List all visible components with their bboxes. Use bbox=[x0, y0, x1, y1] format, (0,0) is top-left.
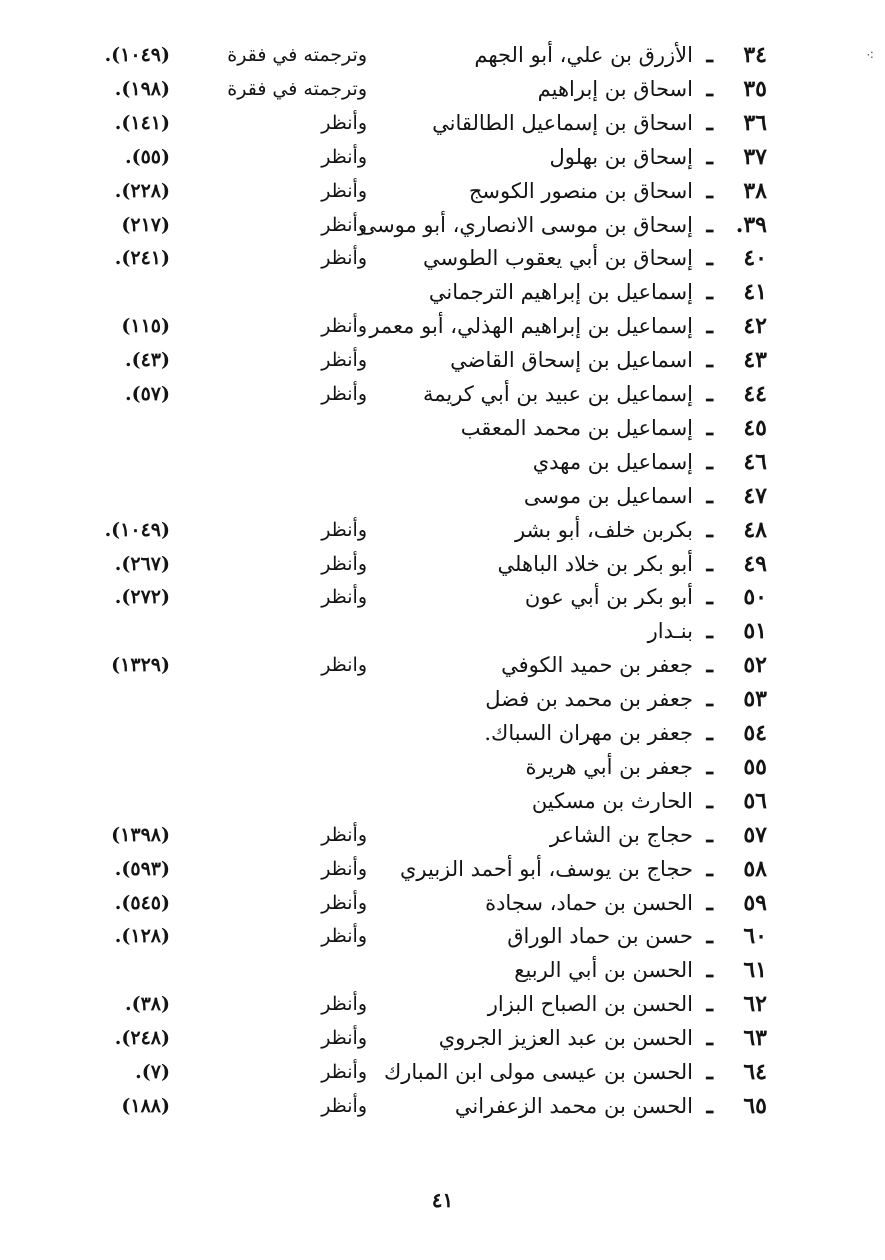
entry-number: ٣٥ bbox=[743, 75, 767, 102]
entry-name: بنـدار bbox=[647, 619, 693, 644]
entry-number: ٤٥ bbox=[743, 414, 767, 441]
list-item bbox=[0, 377, 885, 411]
entry-note: وأنظر bbox=[321, 349, 367, 372]
entry-name: جعفر بن أبي هريرة bbox=[525, 754, 693, 779]
entry-name: أبو بكر بن خلاد الباهلي bbox=[497, 551, 693, 576]
entry-dash: ـ bbox=[706, 652, 713, 679]
entry-dash: ـ bbox=[706, 347, 713, 374]
entry-name: الحسن بن محمد الزعفراني bbox=[454, 1093, 693, 1118]
entry-dash: ـ bbox=[706, 1092, 713, 1119]
entry-note: وأنظر bbox=[321, 315, 367, 338]
entry-note: وأنظر bbox=[321, 552, 367, 575]
list-item bbox=[0, 411, 885, 445]
entry-number: ٣٤ bbox=[743, 42, 767, 68]
list-item bbox=[0, 919, 885, 953]
list-item bbox=[0, 343, 885, 377]
entry-reference: (٥٤٥). bbox=[114, 891, 170, 914]
entry-dash: ـ bbox=[706, 957, 713, 984]
entry-number: ٤٧ bbox=[743, 482, 767, 509]
entry-dash: ـ bbox=[706, 991, 713, 1018]
list-item bbox=[0, 886, 885, 920]
entry-dash: ـ bbox=[706, 75, 713, 102]
entry-number: ٤٠ bbox=[743, 245, 767, 272]
entry-note: وانظر bbox=[321, 654, 367, 677]
entry-number: ٥٣ bbox=[743, 686, 767, 713]
list-item bbox=[0, 1055, 885, 1089]
list-item bbox=[0, 716, 885, 750]
list-item bbox=[0, 784, 885, 818]
entry-number: ٤٢ bbox=[743, 313, 767, 340]
entry-reference: (٥٩٣). bbox=[114, 857, 170, 880]
entry-number: ٦٥ bbox=[743, 1092, 767, 1119]
entry-note: وأنظر bbox=[321, 891, 367, 914]
entry-name: حجاج بن الشاعر bbox=[549, 822, 693, 847]
entry-dash: ـ bbox=[706, 889, 713, 916]
entry-dash: ـ bbox=[706, 42, 713, 68]
entry-name: إسحاق بن أبي يعقوب الطوسي bbox=[422, 246, 693, 271]
list-item bbox=[0, 818, 885, 852]
page-number: ٤١ bbox=[431, 1188, 454, 1212]
entry-name: جعفر بن مهران السباك. bbox=[484, 721, 693, 745]
entry-dash: ـ bbox=[706, 245, 713, 272]
entry-reference: (١٢٨). bbox=[114, 925, 170, 948]
entry-number: ٥٦ bbox=[743, 787, 767, 814]
list-item bbox=[0, 106, 885, 140]
entry-note: وأنظر bbox=[321, 925, 367, 948]
list-item bbox=[0, 1021, 885, 1055]
entry-note: وأنظر bbox=[321, 111, 367, 134]
entry-dash: ـ bbox=[706, 279, 713, 306]
entry-number: ٣٨ bbox=[743, 177, 767, 204]
entry-reference: (١٣٩٨) bbox=[111, 823, 170, 846]
list-item bbox=[0, 547, 885, 581]
entry-name: الحسن بن عيسى مولى ابن المبارك bbox=[383, 1060, 693, 1084]
entry-reference: (١٩٨). bbox=[114, 77, 170, 100]
entry-dash: ـ bbox=[706, 482, 713, 509]
list-item bbox=[0, 614, 885, 648]
entry-note: وأنظر bbox=[321, 179, 367, 202]
entry-note: وأنظر bbox=[321, 857, 367, 880]
entry-dash: ـ bbox=[706, 923, 713, 950]
entry-dash: ـ bbox=[706, 550, 713, 577]
entry-number: ٥٤ bbox=[743, 720, 767, 746]
entry-number: ٦٢ bbox=[743, 991, 767, 1018]
entry-reference: (٧). bbox=[135, 1061, 170, 1083]
entry-note: وترجمته في فقرة bbox=[227, 44, 367, 66]
entry-dash: ـ bbox=[706, 313, 713, 340]
list-item bbox=[0, 38, 885, 72]
entry-dash: ـ bbox=[706, 584, 713, 611]
entry-name: الحسن بن أبي الربيع bbox=[514, 958, 693, 983]
list-item bbox=[0, 852, 885, 886]
entry-note: وأنظر bbox=[321, 586, 367, 609]
list-item bbox=[0, 309, 885, 343]
entry-reference: (٢٢٨). bbox=[114, 179, 170, 202]
entry-dash: ـ bbox=[706, 821, 713, 848]
list-item bbox=[0, 275, 885, 309]
entry-dash: ـ bbox=[706, 516, 713, 543]
entry-number: ٥١ bbox=[743, 618, 767, 645]
entry-dash: ـ bbox=[706, 211, 713, 238]
entry-name: اسحاق بن إبراهيم bbox=[537, 76, 693, 101]
entry-reference: (٢٧٢). bbox=[114, 586, 170, 609]
list-item bbox=[0, 987, 885, 1021]
entry-name: جعفر بن محمد بن فضل bbox=[485, 687, 693, 712]
list-item bbox=[0, 513, 885, 547]
entry-reference: (١٣٢٩) bbox=[111, 654, 170, 677]
entry-number: ٤٣ bbox=[743, 347, 767, 374]
entry-number: ٤٨ bbox=[743, 516, 767, 543]
entry-reference: (٥٧). bbox=[124, 383, 170, 405]
entry-note: وأنظر bbox=[321, 1094, 367, 1117]
entry-number: ٣٧ bbox=[743, 143, 767, 170]
entry-number: ٣٦ bbox=[743, 109, 767, 136]
entry-name: بكربن خلف، أبو بشر bbox=[514, 517, 693, 542]
entry-name: اسحاق بن إسماعيل الطالقاني bbox=[432, 110, 693, 135]
entry-dash: ـ bbox=[706, 1059, 713, 1085]
entry-dash: ـ bbox=[706, 686, 713, 713]
corner-mark: ⁖ bbox=[866, 48, 875, 64]
entry-name: إسماعيل بن إبراهيم الترجماني bbox=[428, 280, 693, 305]
entry-note: وأنظر bbox=[321, 1061, 367, 1083]
entry-number: ٥٨ bbox=[743, 855, 767, 882]
entry-dash: ـ bbox=[706, 720, 713, 746]
entry-name: حجاج بن يوسف، أبو أحمد الزبيري bbox=[399, 856, 693, 881]
entry-note: وأنظر bbox=[321, 1027, 367, 1050]
entry-name: إسماعيل بن محمد المعقب bbox=[460, 415, 693, 440]
entry-number: ٤٦ bbox=[743, 448, 767, 475]
entry-name: إسماعيل بن إبراهيم الهذلي، أبو معمر bbox=[369, 314, 693, 339]
entry-reference: (٢٤٨). bbox=[114, 1027, 170, 1050]
entry-dash: ـ bbox=[706, 855, 713, 882]
entry-note: وأنظر bbox=[321, 993, 367, 1016]
list-item bbox=[0, 72, 885, 106]
list-item bbox=[0, 140, 885, 174]
entry-dash: ـ bbox=[706, 753, 713, 780]
entry-number: ٥٠ bbox=[743, 584, 767, 611]
list-item bbox=[0, 682, 885, 716]
entry-name: إسحاق بن بهلول bbox=[549, 144, 693, 169]
entry-note: وأنظر bbox=[321, 518, 367, 541]
entry-reference: (١٠٤٩). bbox=[104, 44, 170, 66]
entry-name: اسحاق بن منصور الكوسج bbox=[468, 178, 693, 203]
entry-note: وأنظر bbox=[321, 823, 367, 846]
entry-dash: ـ bbox=[706, 1025, 713, 1052]
entry-name: الحارث بن مسكين bbox=[531, 788, 693, 813]
entry-name: الحسن بن عبد العزيز الجروي bbox=[438, 1026, 693, 1051]
entry-dash: ـ bbox=[706, 381, 713, 407]
entry-reference: (١٨٨) bbox=[121, 1094, 170, 1117]
list-item bbox=[0, 241, 885, 275]
entry-number: ٣٩. bbox=[735, 211, 767, 238]
entry-note: وأنظر bbox=[321, 383, 367, 405]
entry-dash: ـ bbox=[706, 109, 713, 136]
entry-number: ٦٤ bbox=[743, 1059, 767, 1085]
list-item bbox=[0, 445, 885, 479]
list-item bbox=[0, 174, 885, 208]
entry-number: ٥٥ bbox=[743, 753, 767, 780]
entry-number: ٤٤ bbox=[743, 381, 767, 407]
list-item bbox=[0, 1089, 885, 1123]
entry-number: ٦١ bbox=[743, 957, 767, 984]
entry-number: ٤٩ bbox=[743, 550, 767, 577]
entry-note: وأنظر bbox=[321, 247, 367, 270]
entry-dash: ـ bbox=[706, 177, 713, 204]
entry-reference: (٥٥). bbox=[124, 145, 170, 168]
entry-name: إسحاق بن موسى الانصاري، أبو موسى bbox=[359, 212, 693, 237]
list-item bbox=[0, 580, 885, 614]
entry-name: اسماعيل بن موسى bbox=[523, 483, 693, 508]
entry-name: إسماعيل بن مهدي bbox=[532, 449, 693, 474]
list-item bbox=[0, 953, 885, 987]
entry-name: أبو بكر بن أبي عون bbox=[524, 585, 693, 610]
entry-dash: ـ bbox=[706, 143, 713, 170]
entry-reference: (١٤١). bbox=[114, 111, 170, 134]
entry-number: ٦٣ bbox=[743, 1025, 767, 1052]
entry-name: إسماعيل بن عبيد بن أبي كريمة bbox=[422, 382, 693, 406]
entry-note: وأنظر bbox=[321, 213, 367, 236]
list-item bbox=[0, 750, 885, 784]
entry-reference: (٢٦٧). bbox=[114, 552, 170, 575]
entry-name: الحسن بن حماد، سجادة bbox=[485, 890, 693, 915]
list-item bbox=[0, 479, 885, 513]
entry-number: ٥٧ bbox=[743, 821, 767, 848]
entry-number: ٥٢ bbox=[743, 652, 767, 679]
entry-name: اسماعيل بن إسحاق القاضي bbox=[450, 348, 693, 373]
entry-reference: (٢١٧) bbox=[121, 213, 170, 236]
entry-note: وترجمته في فقرة bbox=[227, 77, 367, 100]
entry-dash: ـ bbox=[706, 448, 713, 475]
entry-dash: ـ bbox=[706, 618, 713, 645]
entry-dash: ـ bbox=[706, 414, 713, 441]
list-item bbox=[0, 648, 885, 682]
entry-reference: (٤٣). bbox=[124, 349, 170, 372]
entry-name: الأزرق بن علي، أبو الجهم bbox=[474, 43, 693, 67]
list-item bbox=[0, 208, 885, 242]
entry-reference: (١١٥) bbox=[121, 315, 170, 338]
entry-reference: (٢٤١). bbox=[114, 247, 170, 270]
entry-number: ٦٠ bbox=[743, 923, 767, 950]
entry-name: الحسن بن الصباح البزار bbox=[487, 992, 693, 1017]
entry-name: حسن بن حماد الوراق bbox=[507, 924, 693, 949]
entry-number: ٤١ bbox=[743, 279, 767, 306]
entry-number: ٥٩ bbox=[743, 889, 767, 916]
entry-reference: (١٠٤٩). bbox=[104, 518, 170, 541]
entry-dash: ـ bbox=[706, 787, 713, 814]
entry-reference: (٣٨). bbox=[124, 993, 170, 1016]
entry-note: وأنظر bbox=[321, 145, 367, 168]
entry-name: جعفر بن حميد الكوفي bbox=[501, 653, 693, 678]
